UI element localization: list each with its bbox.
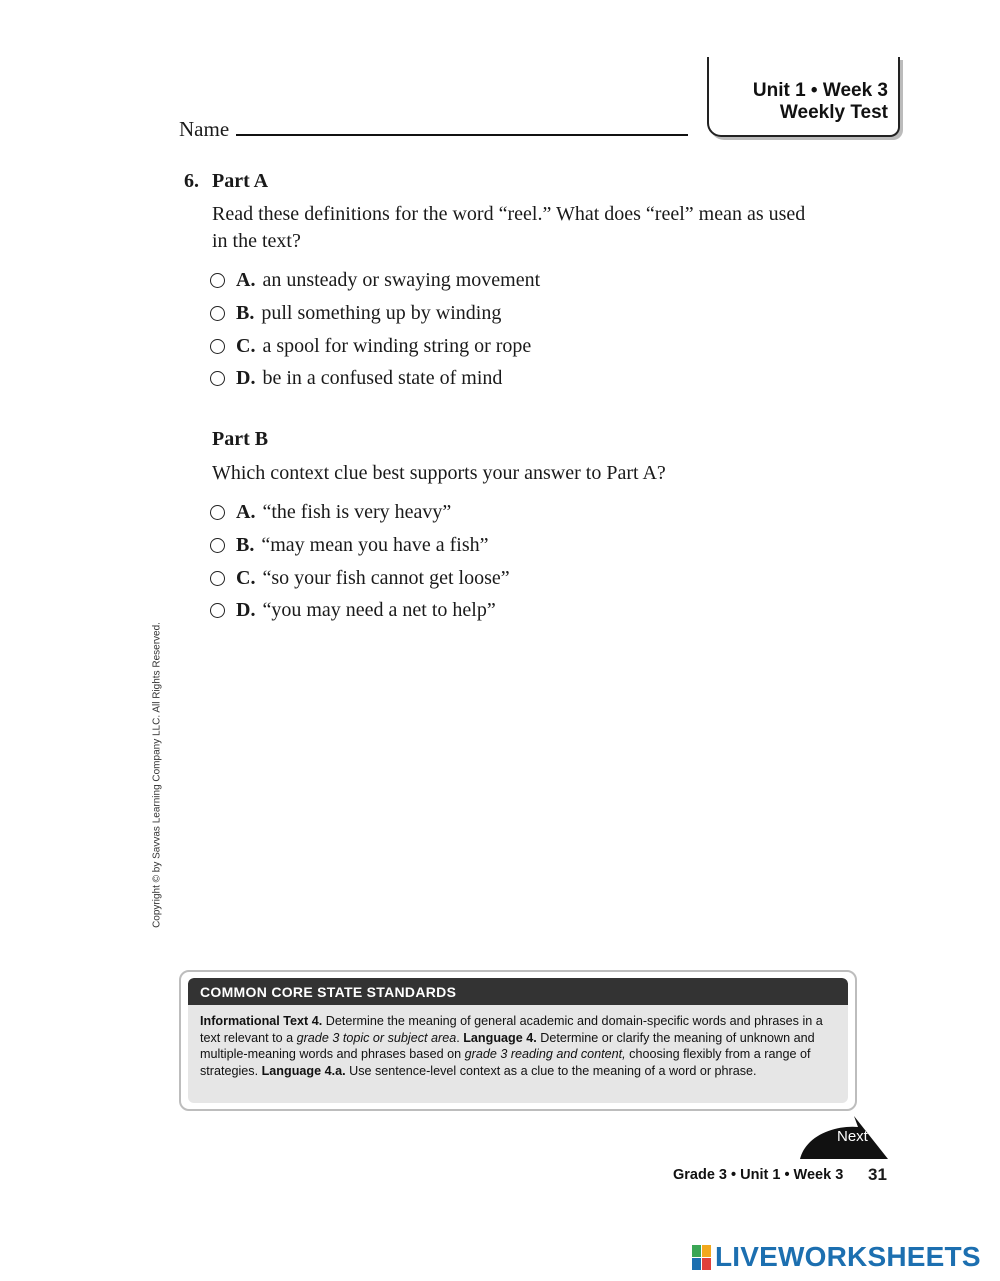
part-a-option-c[interactable] [210, 332, 531, 360]
option-text: “you may need a net to help” [262, 598, 496, 621]
liveworksheets-logo [692, 1242, 981, 1272]
radio-button-icon[interactable] [210, 339, 225, 354]
question-number: 6. [184, 170, 199, 192]
unit-week-label: Unit 1 • Week 3 [752, 80, 888, 101]
radio-button-icon[interactable] [210, 371, 225, 386]
part-b-option-a[interactable] [210, 498, 451, 526]
part-a-option-a[interactable] [210, 266, 540, 294]
standard-segment: Language 4. [463, 1030, 537, 1045]
radio-button-icon[interactable] [210, 603, 225, 618]
part-b-option-d[interactable] [210, 596, 496, 624]
standard-segment: Use sentence-level context as a clue to the meaning of a word or phrase. [345, 1063, 757, 1078]
standard-segment: choosing flexibly from a range of strategies. [200, 1047, 811, 1078]
name-field-line[interactable] [236, 134, 688, 136]
part-b-option-b[interactable] [210, 531, 488, 559]
part-a-option-d[interactable] [210, 364, 502, 392]
radio-button-icon[interactable] [210, 306, 225, 321]
standard-segment: Language 4.a. [261, 1063, 346, 1078]
option-text: pull something up by winding [261, 301, 502, 324]
option-letter: A. [236, 500, 256, 523]
part-a-prompt: Read these definitions for the word “reel.” What does “reel” mean as used in the text? [212, 203, 806, 252]
standards-box [179, 970, 857, 1111]
unit-week-tab [707, 57, 900, 137]
standard-segment: . [456, 1030, 464, 1045]
option-text: “so your fish cannot get loose” [262, 566, 510, 589]
option-letter: D. [236, 366, 256, 389]
next-arrow-icon [800, 1116, 888, 1159]
radio-button-icon[interactable] [210, 538, 225, 553]
option-letter: C. [236, 334, 256, 357]
option-letter: B. [236, 533, 255, 556]
name-label: Name [179, 117, 230, 141]
part-a-title: Part A [212, 170, 269, 192]
option-letter: D. [236, 598, 256, 621]
standard-segment: grade 3 reading and content, [464, 1047, 626, 1061]
part-b-option-c[interactable] [210, 564, 510, 592]
test-type-label: Weekly Test [779, 102, 888, 123]
radio-button-icon[interactable] [210, 505, 225, 520]
standards-text [188, 1005, 848, 1079]
liveworksheets-cubes-icon [692, 1245, 711, 1270]
standards-panel [188, 978, 848, 1103]
option-text: be in a confused state of mind [262, 366, 503, 389]
standard-segment: Informational Text 4. [200, 1014, 323, 1028]
option-text: an unsteady or swaying movement [262, 268, 541, 291]
footer-grade-info: Grade 3 • Unit 1 • Week 3 [673, 1167, 844, 1183]
next-arrow-button[interactable] [796, 1113, 890, 1161]
part-b-prompt: Which context clue best supports your answer to Part A? [212, 462, 666, 484]
radio-button-icon[interactable] [210, 273, 225, 288]
standard-segment: Determine or clarify the meaning of unknown and multiple-meaning words and phrases based on [200, 1030, 815, 1061]
radio-button-icon[interactable] [210, 571, 225, 586]
standard-segment: grade 3 topic or subject area [296, 1030, 457, 1045]
logo-text: LIVEWORKSHEETS [715, 1241, 981, 1272]
part-a-option-b[interactable] [210, 299, 501, 327]
option-text: a spool for winding string or rope [262, 334, 532, 357]
next-label: Next [837, 1128, 868, 1145]
option-letter: C. [236, 566, 256, 589]
option-letter: B. [236, 301, 255, 324]
part-b-title: Part B [212, 428, 269, 450]
option-letter: A. [236, 268, 256, 291]
copyright-text: Copyright © by Savvas Learning Company LLC. All Rights Reserved. [151, 622, 163, 928]
standards-heading: COMMON CORE STATE STANDARDS [188, 978, 848, 1005]
page-number: 31 [868, 1165, 887, 1184]
standard-segment: Determine the meaning of general academic and domain-specific words and phrases in a text relevant to a [200, 1014, 823, 1045]
option-text: “may mean you have a fish” [261, 533, 489, 556]
option-text: “the fish is very heavy” [262, 500, 452, 523]
